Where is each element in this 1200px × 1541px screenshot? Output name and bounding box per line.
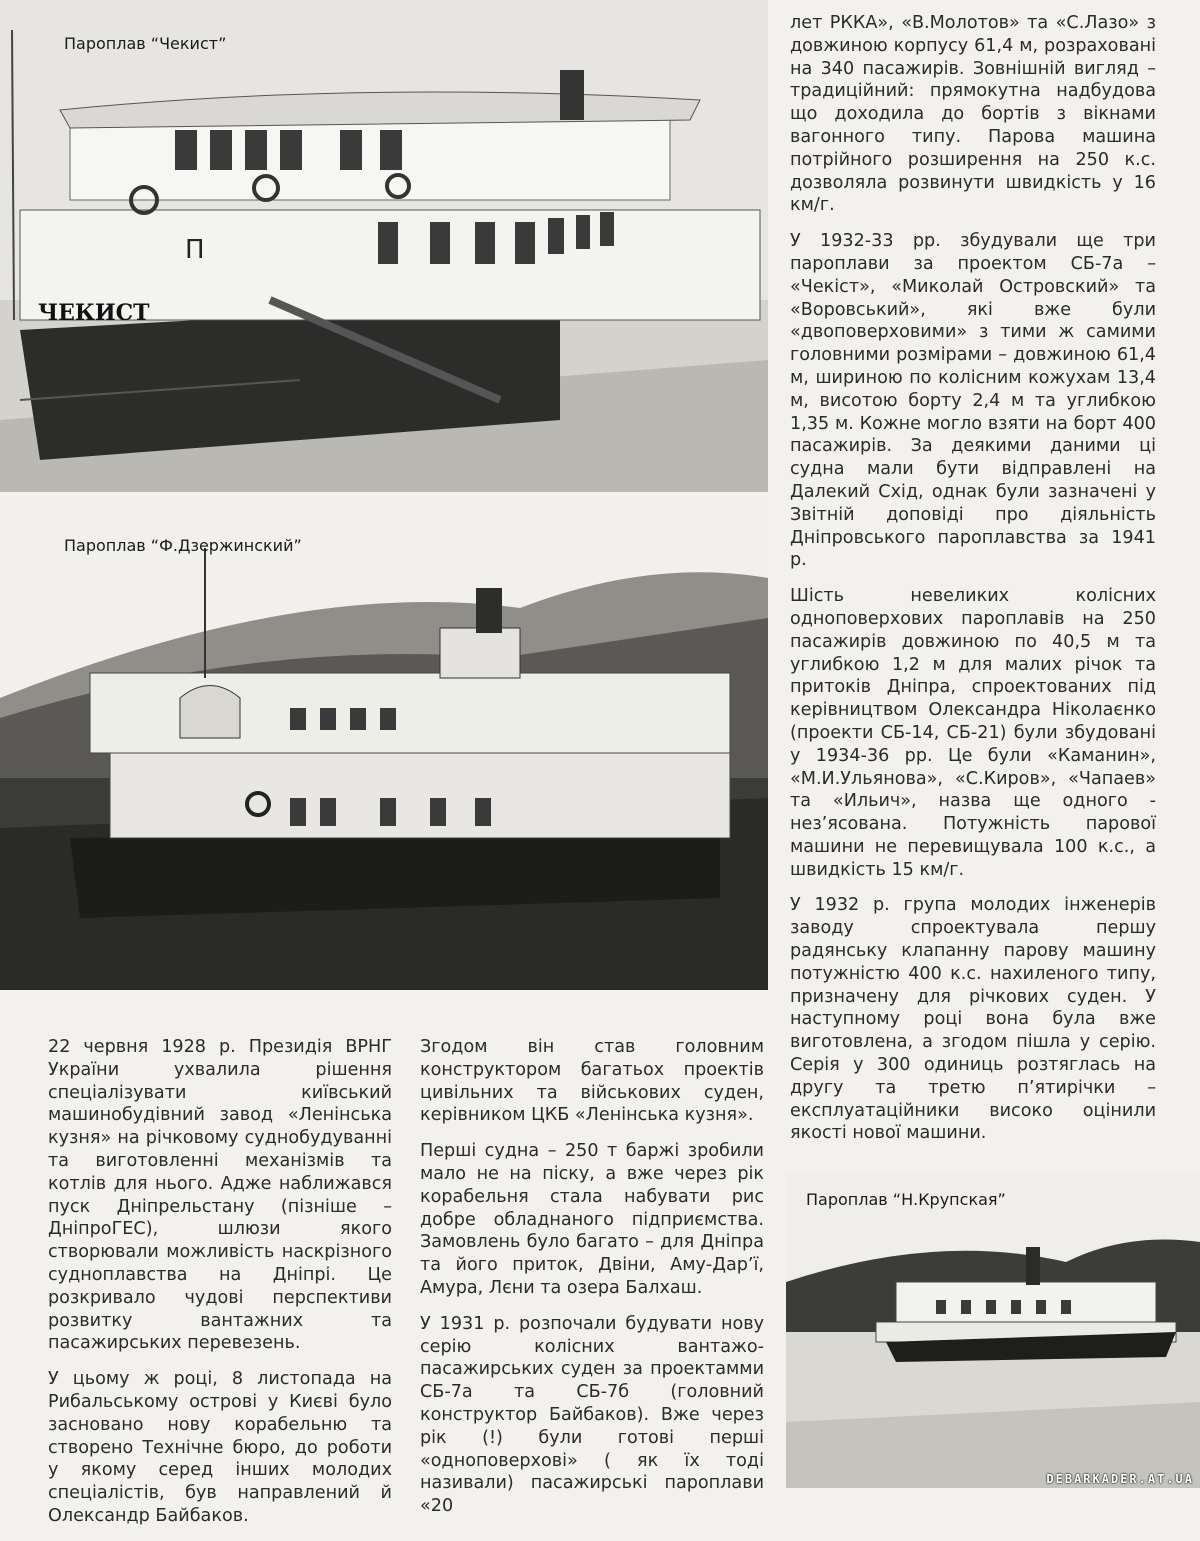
text-column-left <box>48 1036 392 1541</box>
paragraph: У 1932 р. група молодих інженерів заводу спроектувала першу радянську клапанну парову машину потужністю 400 к.с. нахиленого типу, призначену для річкових суден. У наступному році вона була вже виготовлена, а згодом пішла у серію. Серія у 300 одиниць розтяглась на другу та третю п’ятирічки – експлуатаційники високо оцінили якості нової машини. <box>790 895 1156 1144</box>
hull-name-label: ЧЕКИСТ <box>38 300 150 326</box>
photo-dzerzhinsky <box>0 498 768 990</box>
paragraph: У 1932-33 рр. збудували ще три пароплави за проектом СБ-7а – «Чекіст», «Миколай Островский» та «Воровський», які вже були «двоповерховими» з тими ж самими головними розмірами – довжиною 61,4 м, шириною по колісним кожухам 13,4 м, висотою борту 2,4 м та углибкою 1,35 м. Кожне могло взяти на борт 400 пасажирів. За деякими даними ці судна мали бути відправлені на Далекий Схід, однак були зазначені у Звітній доповіді про діяльність Дніпровського пароплавства за 1941 р. <box>790 231 1156 571</box>
hull-mark-label: П <box>185 235 205 265</box>
paragraph: Згодом він став головним конструктором багатьох проектів цивільних та військових суден, керівником ЦКБ «Ленінська кузня». <box>420 1037 764 1126</box>
photo-krupskaya <box>786 1172 1200 1488</box>
paragraph: У цьому ж році, 8 листопада на Рибальському острові у Києві було засновано нову корабельню та створено Технічне бюро, до роботи у якому серед інших молодих спеціалістів, був направлений й Олександр Байбаков. <box>48 1369 392 1526</box>
paragraph: У 1931 р. розпочали будувати нову серію колісних вантажо-пасажирських суден за проектамми СБ-7а та СБ-7б (головний конструктор Байбаков). Вже через рік (!) були готові перші «одноповерхові» ( як їх тоді називали) пасажирські пароплави «20 <box>420 1313 764 1517</box>
paragraph: Шість невеликих колісних одноповерхових пароплавів на 250 пасажирів довжиною по 40,5 м та углибкою 1,2 м для малих річок та притоків Дніпра, спроектованих під керівництвом Олександра Ніколаєнко (проекти СБ-14, СБ-21) були збудовані у 1934-36 рр. Це були «Каманин», «М.И.Ульянова», «С.Киров», «Чапаев» та «Ильич», назва ще одного - нез’ясована. Потужність парової машини не перевищувала 100 к.с., а швидкість 15 км/г. <box>790 586 1156 880</box>
chekist-ship-illustration <box>0 0 768 492</box>
paragraph: Перші судна – 250 т баржі зробили мало не на піску, а вже через рік корабельня стала набувати рис добре обладнаного підприємства. Замовлень було багато – для Дніпра та його приток, Двіни, Аму-Дар’ї, Амура, Лєни та озера Балхаш. <box>420 1141 764 1298</box>
text-column-middle <box>420 1036 764 1531</box>
photo-chekist <box>0 0 768 492</box>
krupskaya-ship-illustration <box>786 1172 1200 1488</box>
photo-caption-chekist: Пароплав “Чекист” <box>64 34 227 53</box>
photo-caption-dzerzhinsky: Пароплав “Ф.Дзержинский” <box>64 536 302 555</box>
paragraph: 22 червня 1928 р. Президія ВРНГ України ухвалила рішення спеціалізувати київський машинобудівний завод «Ленінська кузня» на річковому суднобудуванні та виготовленні механізмів та котлів для нього. Адже наближався пуск Дніпрельстану (пізніше – ДніпроГЕС), шлюзи якого створювали можливість наскрізного судноплавства на Дніпрі. Це розкривало чудові перспективи розвитку вантажних та пасажирських перевезень. <box>48 1037 392 1354</box>
dzerzhinsky-ship-illustration <box>0 498 768 990</box>
paragraph: лет РККА», «В.Молотов» та «С.Лазо» з довжиною корпусу 61,4 м, розраховані на 340 пасажирів. Зовнішній вигляд – традиційний: прямокутна надбудова що доходила до бортів з вікнами вагонного типу. Парова машина потрійного розширення на 250 к.с. дозволяла розвинути швидкість у 16 км/г. <box>790 13 1156 216</box>
site-watermark: DEBARKADER.AT.UA <box>1046 1472 1194 1486</box>
photo-caption-krupskaya: Пароплав “Н.Крупская” <box>806 1190 1006 1209</box>
text-column-right <box>790 12 1156 1158</box>
